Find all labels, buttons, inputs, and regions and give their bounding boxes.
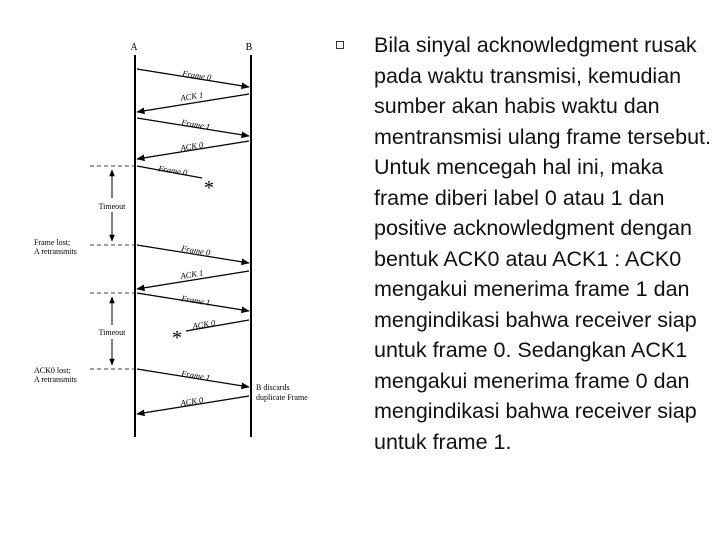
frame1-second-label: Frame 1 xyxy=(180,293,211,308)
stop-and-wait-timing-diagram xyxy=(0,0,340,540)
lost-ack-marker: * xyxy=(172,327,182,349)
ack0-final-label: ACK 0 xyxy=(179,394,204,408)
ack0-label: ACK 0 xyxy=(179,139,204,153)
frame-lost-note-line2: A retransmits xyxy=(34,247,77,256)
bullet-text: Bila sinyal acknowledgment rusak pada waktu transmisi, kemudian sumber akan habis waktu dan mentransmisi ulang frame tersebut. Untuk mencegah hal ini, maka frame diberi label 0 atau 1 dan positive acknowledgment dengan bentuk ACK0 atau ACK1 : ACK0 mengakui menerima frame 1 dan mengindikasi bahwa receiver siap untuk frame 0. Sedangkan ACK1 mengakui menerima frame 0 dan mengindikasi bahwa receiver siap untuk frame 1. xyxy=(374,33,711,454)
discard-note-line2: duplicate Frame xyxy=(256,393,308,402)
ack1-second-label: ACK 1 xyxy=(179,267,204,281)
frame0-label: Frame 0 xyxy=(181,68,212,83)
ack0-lost-label: ACK 0 xyxy=(191,317,216,331)
station-a-label: A xyxy=(130,42,138,53)
timeout1-label: Timeout xyxy=(98,202,126,211)
frame1-label: Frame 1 xyxy=(180,117,211,132)
station-b-label: B xyxy=(245,42,253,53)
ack1-label: ACK 1 xyxy=(179,89,204,103)
frame0-lost-label: Frame 0 xyxy=(157,163,188,178)
square-bullet-icon xyxy=(336,41,344,49)
frame1-retransmit-label: Frame 1 xyxy=(180,368,211,383)
frame0-retransmit-label: Frame 0 xyxy=(180,243,211,258)
ack-lost-note-line2: A retransmits xyxy=(34,375,77,384)
discard-note-line1: B discards xyxy=(256,383,290,392)
timeout2-label: Timeout xyxy=(98,328,126,337)
frame-lost-note-line1: Frame lost; xyxy=(34,238,71,247)
lost-frame-marker: * xyxy=(204,177,214,199)
ack-lost-note-line1: ACK0 lost; xyxy=(34,366,71,375)
